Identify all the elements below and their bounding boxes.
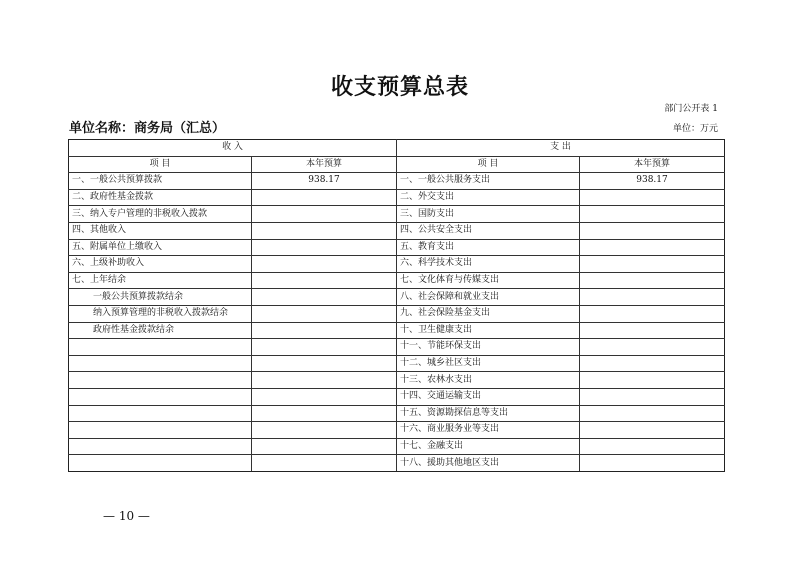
income-header: 收 入 xyxy=(69,140,397,157)
income-item-cell: 七、上年结余 xyxy=(69,272,252,289)
income-item-cell: 一般公共预算拨款结余 xyxy=(69,289,252,306)
income-value-cell xyxy=(252,422,397,439)
expense-item-cell: 二、外交支出 xyxy=(397,189,580,206)
income-item-cell: 政府性基金拨款结余 xyxy=(69,322,252,339)
table-row xyxy=(69,206,725,223)
page-title: 收支预算总表 xyxy=(330,75,469,100)
budget-table xyxy=(68,139,725,472)
income-value-cell xyxy=(252,438,397,455)
expense-item-header: 项 目 xyxy=(397,156,580,173)
expense-value-cell: 938.17 xyxy=(580,173,725,190)
expense-item-cell: 五、教育支出 xyxy=(397,239,580,256)
income-value-cell xyxy=(252,455,397,472)
expense-value-cell xyxy=(580,372,725,389)
income-item-cell xyxy=(69,405,252,422)
income-value-cell xyxy=(252,405,397,422)
income-value-cell xyxy=(252,189,397,206)
income-item-cell: 纳入预算管理的非税收入拨款结余 xyxy=(69,305,252,322)
table-row xyxy=(69,239,725,256)
expense-value-cell xyxy=(580,355,725,372)
income-item-cell: 五、附属单位上缴收入 xyxy=(69,239,252,256)
income-item-cell: 二、政府性基金拨款 xyxy=(69,189,252,206)
expense-value-cell xyxy=(580,206,725,223)
expense-item-cell: 四、公共安全支出 xyxy=(397,222,580,239)
table-row xyxy=(69,405,725,422)
expense-item-cell: 一、一般公共服务支出 xyxy=(397,173,580,190)
income-value-cell xyxy=(252,388,397,405)
expense-item-cell: 八、社会保障和就业支出 xyxy=(397,289,580,306)
expense-value-cell xyxy=(580,272,725,289)
income-item-header: 项 目 xyxy=(69,156,252,173)
table-row xyxy=(69,322,725,339)
expense-budget-header: 本年预算 xyxy=(580,156,725,173)
table-row xyxy=(69,189,725,206)
table-row xyxy=(69,289,725,306)
table-row xyxy=(69,256,725,273)
income-item-cell: 六、上级补助收入 xyxy=(69,256,252,273)
table-row xyxy=(69,422,725,439)
expense-value-cell xyxy=(580,339,725,356)
expense-value-cell xyxy=(580,222,725,239)
income-item-cell: 四、其他收入 xyxy=(69,222,252,239)
income-item-cell xyxy=(69,339,252,356)
expense-item-cell: 十一、节能环保支出 xyxy=(397,339,580,356)
expense-value-cell xyxy=(580,256,725,273)
income-item-cell xyxy=(69,455,252,472)
expense-value-cell xyxy=(580,405,725,422)
table-row xyxy=(69,305,725,322)
expense-item-cell: 三、国防支出 xyxy=(397,206,580,223)
table-row xyxy=(69,339,725,356)
table-row xyxy=(69,455,725,472)
income-budget-header: 本年预算 xyxy=(252,156,397,173)
expense-value-cell xyxy=(580,289,725,306)
income-item-cell: 三、纳入专户管理的非税收入拨款 xyxy=(69,206,252,223)
income-value-cell xyxy=(252,372,397,389)
income-item-cell xyxy=(69,372,252,389)
expense-value-cell xyxy=(580,388,725,405)
expense-value-cell xyxy=(580,189,725,206)
income-item-cell xyxy=(69,422,252,439)
currency-unit: 单位：万元 xyxy=(672,124,718,134)
income-value-cell xyxy=(252,222,397,239)
income-item-cell xyxy=(69,355,252,372)
unit-name: 单位名称：商务局（汇总） xyxy=(69,121,226,136)
expense-value-cell xyxy=(580,422,725,439)
table-header-row-columns xyxy=(69,156,725,173)
income-item-cell xyxy=(69,388,252,405)
table-row xyxy=(69,388,725,405)
form-number: 部门公开表 1 xyxy=(664,104,718,114)
income-value-cell xyxy=(252,339,397,356)
expense-item-cell: 十四、交通运输支出 xyxy=(397,388,580,405)
income-value-cell xyxy=(252,239,397,256)
expense-value-cell xyxy=(580,455,725,472)
expense-value-cell xyxy=(580,239,725,256)
income-value-cell xyxy=(252,322,397,339)
income-value-cell xyxy=(252,305,397,322)
income-value-cell xyxy=(252,289,397,306)
expense-item-cell: 十二、城乡社区支出 xyxy=(397,355,580,372)
expense-value-cell xyxy=(580,322,725,339)
table-row xyxy=(69,372,725,389)
income-value-cell xyxy=(252,355,397,372)
income-value-cell: 938.17 xyxy=(252,173,397,190)
expense-header: 支 出 xyxy=(397,140,725,157)
table-row xyxy=(69,272,725,289)
expense-item-cell: 十三、农林水支出 xyxy=(397,372,580,389)
table-row xyxy=(69,222,725,239)
expense-value-cell xyxy=(580,438,725,455)
table-header-row-section xyxy=(69,140,725,157)
expense-item-cell: 十五、资源勘探信息等支出 xyxy=(397,405,580,422)
income-item-cell xyxy=(69,438,252,455)
income-value-cell xyxy=(252,206,397,223)
income-item-cell: 一、一般公共预算拨款 xyxy=(69,173,252,190)
expense-item-cell: 六、科学技术支出 xyxy=(397,256,580,273)
expense-item-cell: 十七、金融支出 xyxy=(397,438,580,455)
income-value-cell xyxy=(252,256,397,273)
expense-value-cell xyxy=(580,305,725,322)
table-row xyxy=(69,355,725,372)
expense-item-cell: 十八、援助其他地区支出 xyxy=(397,455,580,472)
expense-item-cell: 十六、商业服务业等支出 xyxy=(397,422,580,439)
expense-item-cell: 九、社会保险基金支出 xyxy=(397,305,580,322)
expense-item-cell: 十、卫生健康支出 xyxy=(397,322,580,339)
expense-item-cell: 七、文化体育与传媒支出 xyxy=(397,272,580,289)
table-row xyxy=(69,173,725,190)
income-value-cell xyxy=(252,272,397,289)
page-number: — 10 — xyxy=(103,509,150,523)
table-row xyxy=(69,438,725,455)
